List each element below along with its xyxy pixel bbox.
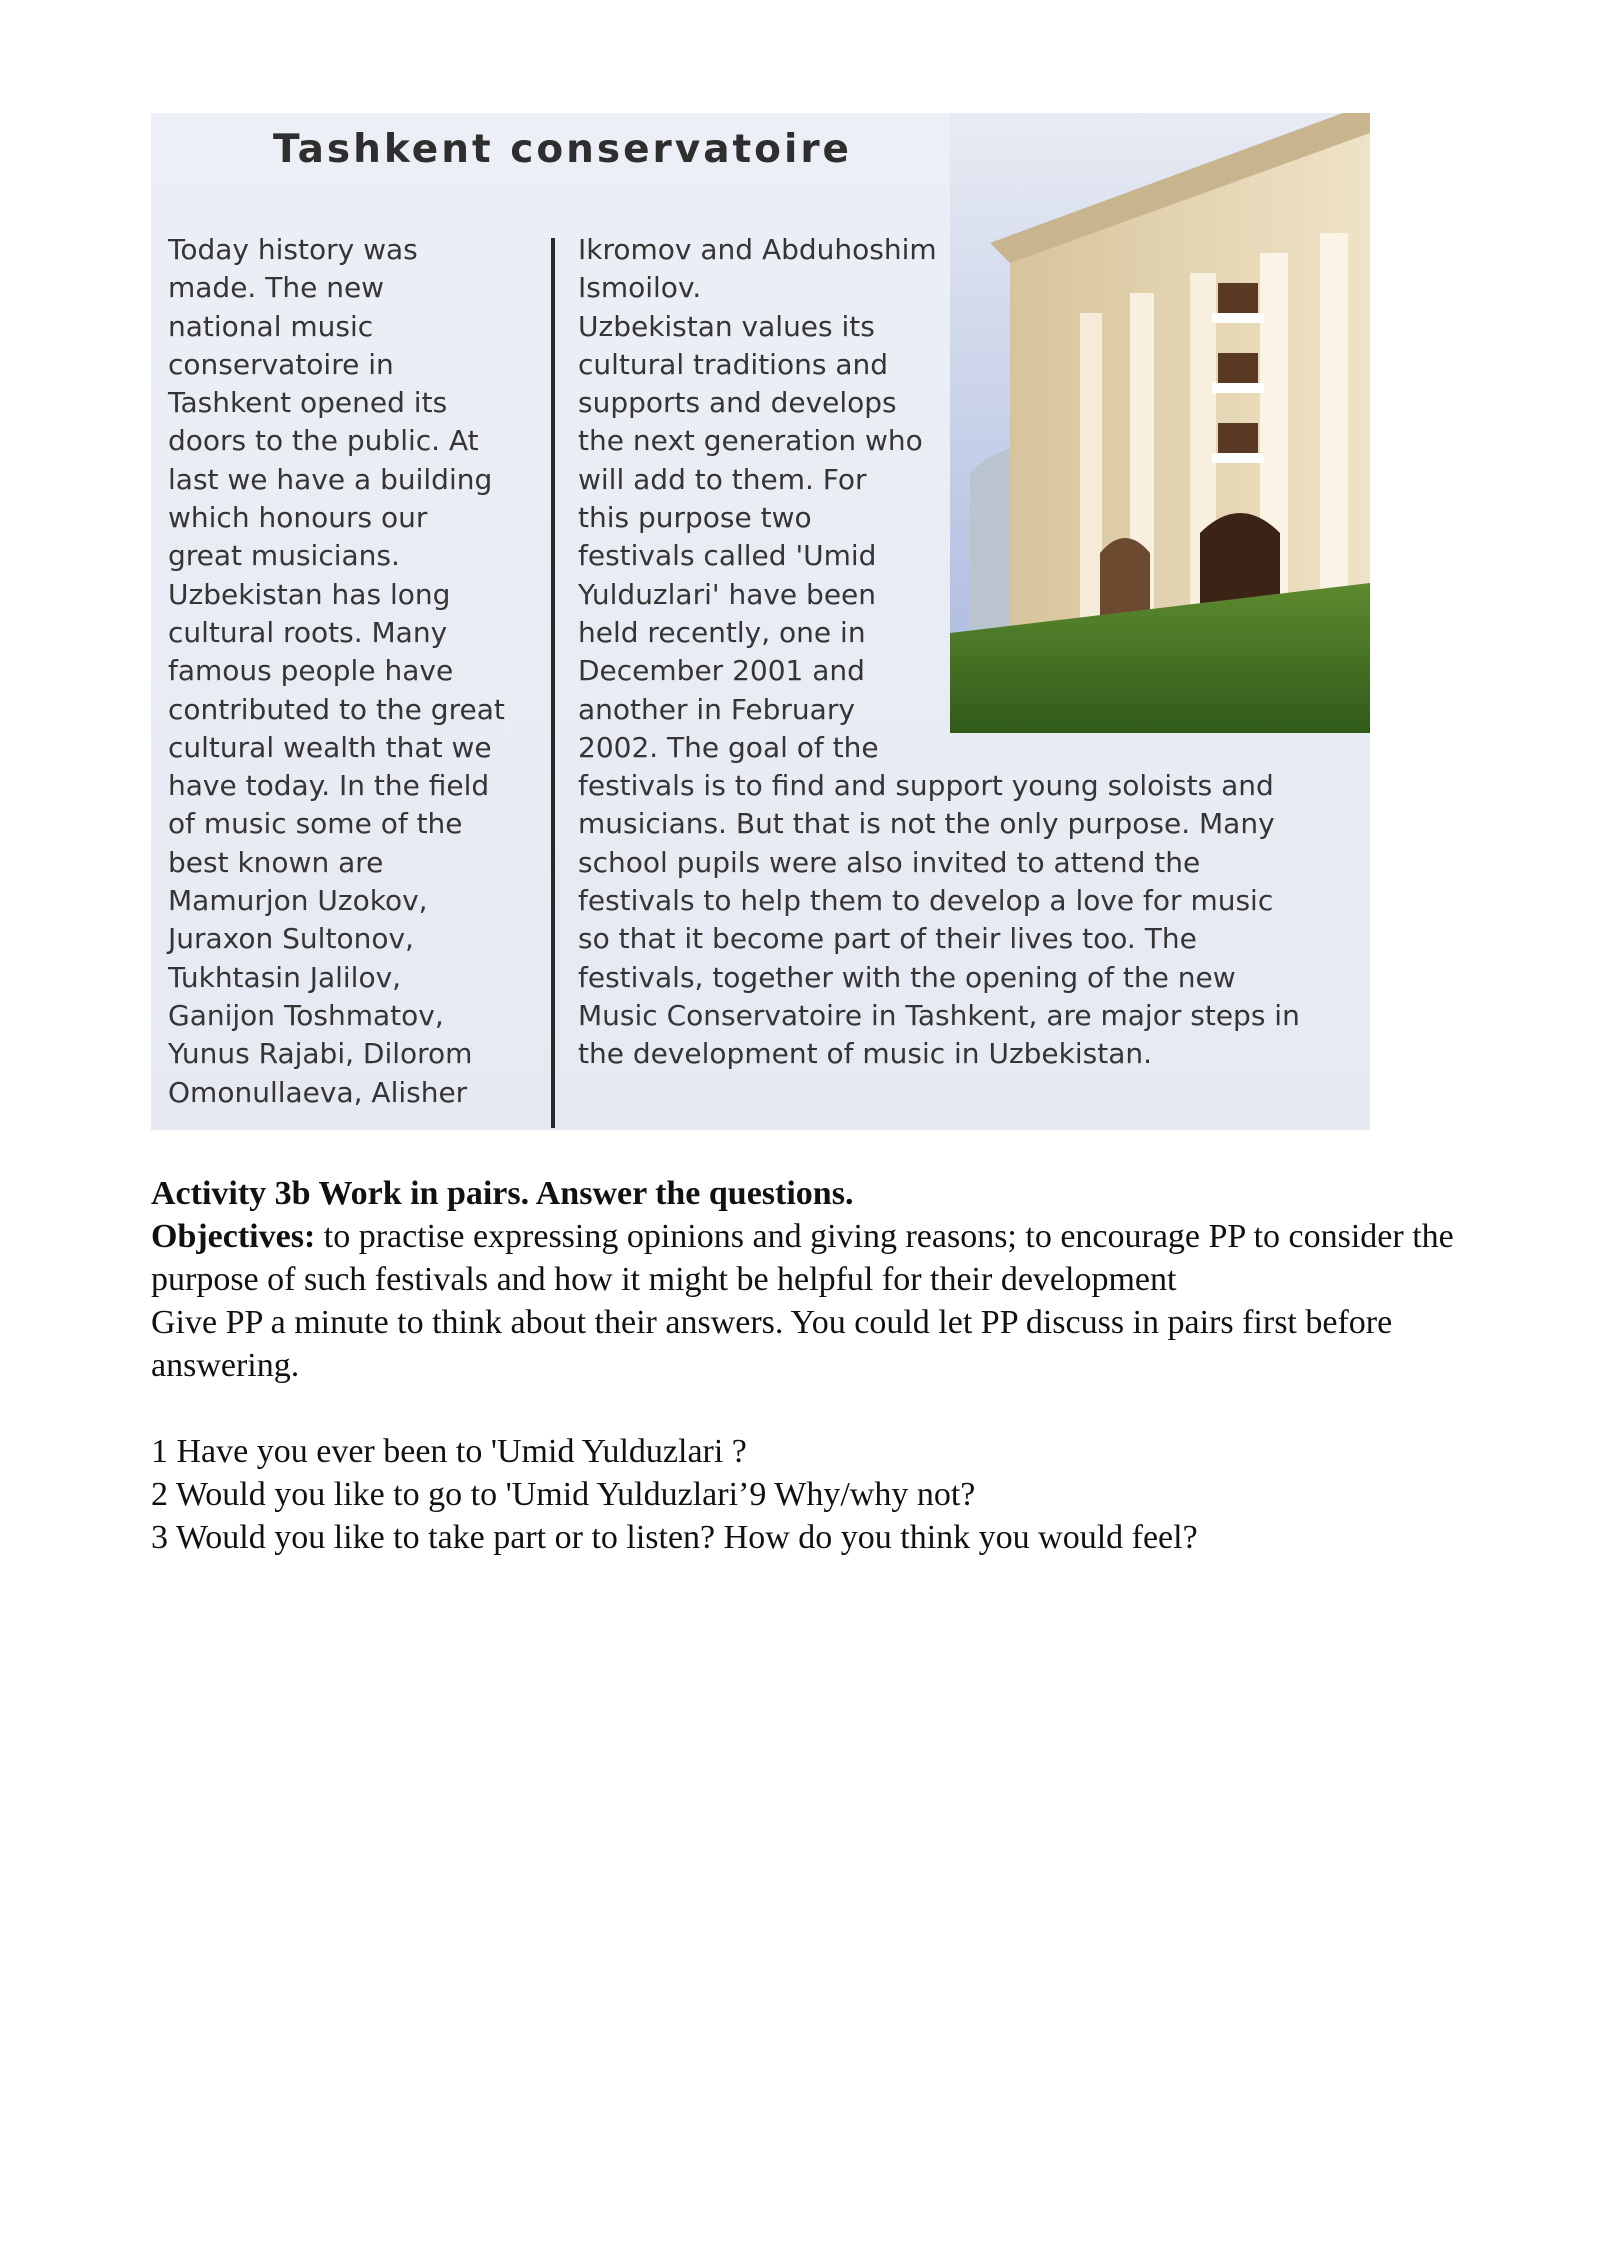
question-list xyxy=(151,1430,1481,1559)
objectives-label: Objectives: xyxy=(151,1218,316,1255)
question-item: 3 Would you like to take part or to listen? How do you think you would feel? xyxy=(151,1519,1198,1556)
activity-block xyxy=(151,1172,1481,1387)
article-right-column: Ikromov and Abduhoshim Ismoilov. Uzbekistan values its cultural traditions and supports and develops the next generation who will add to them. For this purpose two festivals called 'Umid Yulduzlari' have been held recently, one in December 2001 and another in February 2002. The goal of the festivals is to find and support young soloists and musicians. But that is not the only purpose. Many school pupils were also invited to attend the festivals to help them to develop a love for music so that it become part of their lives too. The festivals, together with the opening of the new Music Conservatoire in Tashkent, are major steps in the development of music in Uzbekistan. xyxy=(578,233,1300,1071)
column-divider xyxy=(551,238,555,1128)
activity-instructions: Give PP a minute to think about their answers. You could let PP discuss in pairs first before answering. xyxy=(151,1304,1393,1384)
article-title: Tashkent conservatoire xyxy=(273,127,852,172)
article-figure xyxy=(151,113,1370,1130)
objectives-text: to practise expressing opinions and giving reasons; to encourage PP to consider the purpose of such festivals and how it might be helpful for their development xyxy=(151,1218,1454,1298)
activity-heading: Activity 3b Work in pairs. Answer the questions. xyxy=(151,1175,854,1212)
article-left-column: Today history was made. The new national music conservatoire in Tashkent opened its doors to the public. At last we have a building which honours our great musicians. Uzbekistan has long cultural roots. Many famous people have contributed to the great cultural wealth that we have today. In the field of music some of the best known are Mamurjon Uzokov, Juraxon Sultonov, Tukhtasin Jalilov, Ganijon Toshmatov, Yunus Rajabi, Dilorom Omonullaeva, Alisher xyxy=(168,233,505,1109)
question-item: 1 Have you ever been to 'Umid Yulduzlari ? xyxy=(151,1433,747,1470)
question-item: 2 Would you like to go to 'Umid Yulduzlari’9 Why/why not? xyxy=(151,1476,976,1513)
